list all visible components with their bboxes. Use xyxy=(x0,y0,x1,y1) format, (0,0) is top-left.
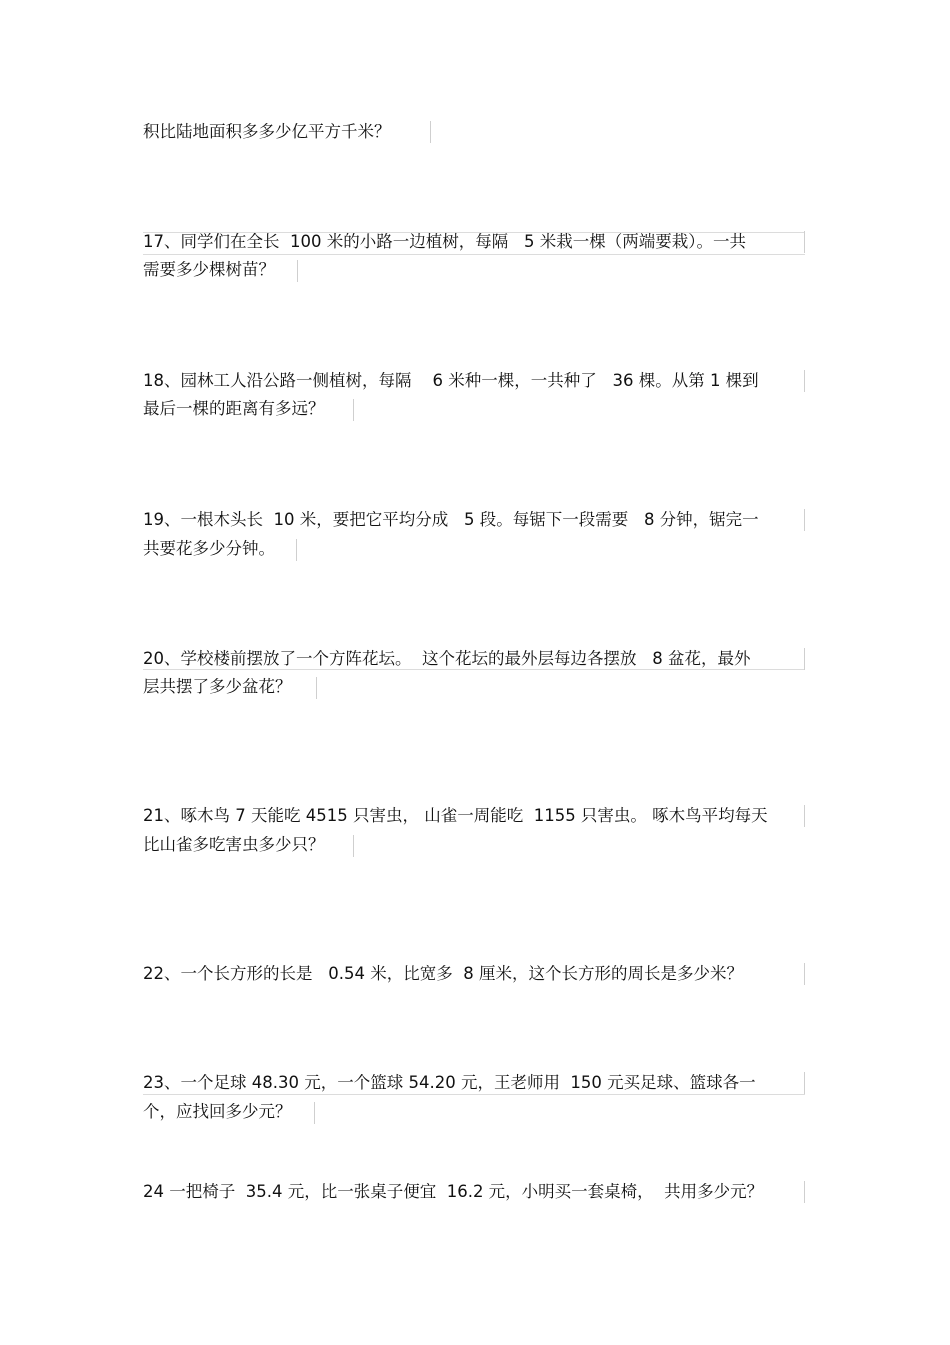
line-end-rule xyxy=(804,805,805,827)
line-end-rule xyxy=(314,1102,315,1124)
line-end-rule xyxy=(804,509,805,531)
problem-22-line-1: 22、一个长方形的长是 0.54 米，比宽多 8 厘米，这个长方形的周长是多少米？ xyxy=(143,964,743,983)
line-underline xyxy=(143,254,805,255)
line-underline xyxy=(143,669,805,670)
line-end-rule xyxy=(804,1072,805,1094)
line-end-rule xyxy=(804,231,805,253)
line-end-rule xyxy=(430,121,431,143)
line-end-rule xyxy=(804,648,805,670)
line-end-rule xyxy=(316,677,317,699)
problem-21-line-1: 21、啄木鸟 7 天能吃 4515 只害虫， 山雀一周能吃 1155 只害虫。 啄木鸟平均每天 xyxy=(143,806,768,825)
problem-18-line-2: 最后一棵的距离有多远？ xyxy=(143,399,325,418)
problem-19-line-2: 共要花多少分钟。 xyxy=(143,539,275,558)
problem-23-line-2: 个，应找回多少元？ xyxy=(143,1102,292,1121)
line-end-rule xyxy=(296,539,297,561)
problem-21-line-2: 比山雀多吃害虫多少只？ xyxy=(143,835,325,854)
problem-19-line-1: 19、一根木头长 10 米，要把它平均分成 5 段。每锯下一段需要 8 分钟，锯完一 xyxy=(143,510,759,529)
line-end-rule xyxy=(804,370,805,392)
problem-20-line-2: 层共摆了多少盆花？ xyxy=(143,677,292,696)
problem-20-line-1: 20、学校楼前摆放了一个方阵花坛。 这个花坛的最外层每边各摆放 8 盆花，最外 xyxy=(143,649,751,668)
problem-17-line-1: 17、同学们在全长 100 米的小路一边植树，每隔 5 米栽一棵（两端要栽）。一共 xyxy=(143,232,746,251)
line-underline xyxy=(143,1094,805,1095)
problem-16-continuation: 积比陆地面积多多少亿平方千米？ xyxy=(143,122,391,141)
problem-24-line-1: 24 一把椅子 35.4 元，比一张桌子便宜 16.2 元，小明买一套桌椅， 共用多少元？ xyxy=(143,1182,764,1201)
line-end-rule xyxy=(297,260,298,282)
line-end-rule xyxy=(353,835,354,857)
problem-17-line-2: 需要多少棵树苗？ xyxy=(143,260,275,279)
line-end-rule xyxy=(353,399,354,421)
line-end-rule xyxy=(804,963,805,985)
line-end-rule xyxy=(804,1181,805,1203)
problem-23-line-1: 23、一个足球 48.30 元，一个篮球 54.20 元，王老师用 150 元买足球、篮球各一 xyxy=(143,1073,756,1092)
problem-18-line-1: 18、园林工人沿公路一侧植树，每隔 6 米种一棵，一共种了 36 棵。从第 1 棵到 xyxy=(143,371,759,390)
